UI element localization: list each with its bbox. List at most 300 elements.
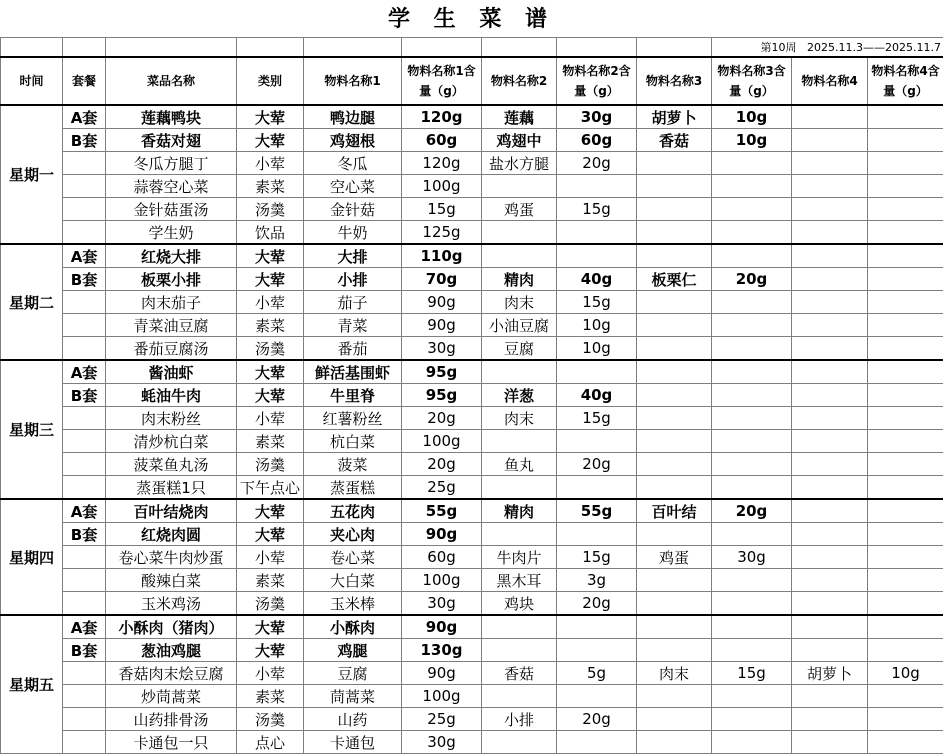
material3-cell — [637, 731, 712, 754]
material3-cell — [637, 221, 712, 245]
header-cell: 物料名称2 — [482, 57, 557, 105]
material4-cell — [792, 105, 868, 129]
set-cell: A套 — [63, 105, 106, 129]
category-cell: 素菜 — [237, 314, 304, 337]
category-cell: 大荤 — [237, 615, 304, 639]
dish-name-cell: 肉末茄子 — [106, 291, 237, 314]
material4-cell — [792, 708, 868, 731]
material2-cell: 精肉 — [482, 268, 557, 291]
material4-qty-cell — [868, 639, 943, 662]
table-row — [1, 221, 943, 245]
header-cell: 菜品名称 — [106, 57, 237, 105]
set-cell — [63, 198, 106, 221]
category-cell: 汤羹 — [237, 708, 304, 731]
table-row — [1, 198, 943, 221]
material2-qty-cell — [557, 221, 637, 245]
table-row — [1, 337, 943, 361]
material1-qty-cell: 90g — [402, 523, 482, 546]
material2-cell: 小排 — [482, 708, 557, 731]
material2-cell — [482, 523, 557, 546]
set-cell — [63, 291, 106, 314]
material4-cell — [792, 453, 868, 476]
material3-qty-cell — [712, 639, 792, 662]
material1-cell: 豆腐 — [304, 662, 402, 685]
material3-qty-cell — [712, 337, 792, 361]
material1-cell: 牛奶 — [304, 221, 402, 245]
dish-name-cell: 小酥肉（猪肉） — [106, 615, 237, 639]
material1-qty-cell: 110g — [402, 244, 482, 268]
dish-name-cell: 冬瓜方腿丁 — [106, 152, 237, 175]
material3-qty-cell — [712, 430, 792, 453]
material2-qty-cell: 10g — [557, 337, 637, 361]
material3-cell: 鸡蛋 — [637, 546, 712, 569]
table-row — [1, 476, 943, 500]
material4-cell — [792, 430, 868, 453]
material3-cell: 胡萝卜 — [637, 105, 712, 129]
header-cell: 套餐 — [63, 57, 106, 105]
material4-qty-cell — [868, 731, 943, 754]
material2-qty-cell — [557, 360, 637, 384]
day-cell: 星期二 — [1, 244, 63, 360]
material1-cell: 小排 — [304, 268, 402, 291]
category-cell: 大荤 — [237, 523, 304, 546]
category-cell: 小荤 — [237, 662, 304, 685]
material4-cell — [792, 499, 868, 523]
material4-cell: 胡萝卜 — [792, 662, 868, 685]
material3-cell — [637, 592, 712, 616]
dish-name-cell: 炒茼蒿菜 — [106, 685, 237, 708]
category-cell: 汤羹 — [237, 337, 304, 361]
material4-cell — [792, 268, 868, 291]
material1-cell: 卷心菜 — [304, 546, 402, 569]
set-cell: A套 — [63, 244, 106, 268]
material4-cell — [792, 639, 868, 662]
week-label: 第10周 — [761, 41, 797, 54]
dish-name-cell: 蚝油牛肉 — [106, 384, 237, 407]
material1-cell: 卡通包 — [304, 731, 402, 754]
material3-cell: 板栗仁 — [637, 268, 712, 291]
table-row — [1, 546, 943, 569]
header-cell: 类别 — [237, 57, 304, 105]
material2-qty-cell — [557, 639, 637, 662]
material1-qty-cell: 100g — [402, 175, 482, 198]
material2-qty-cell: 20g — [557, 592, 637, 616]
set-cell — [63, 546, 106, 569]
set-cell: A套 — [63, 499, 106, 523]
material3-qty-cell: 10g — [712, 105, 792, 129]
material2-cell: 莲藕 — [482, 105, 557, 129]
material2-qty-cell — [557, 476, 637, 500]
material1-qty-cell: 20g — [402, 407, 482, 430]
material4-qty-cell — [868, 430, 943, 453]
material2-qty-cell: 60g — [557, 129, 637, 152]
material2-qty-cell — [557, 175, 637, 198]
table-row — [1, 291, 943, 314]
material3-cell — [637, 523, 712, 546]
table-row — [1, 639, 943, 662]
set-cell — [63, 708, 106, 731]
material2-cell: 黑木耳 — [482, 569, 557, 592]
category-cell: 汤羹 — [237, 198, 304, 221]
material2-cell — [482, 639, 557, 662]
table-row — [1, 731, 943, 754]
header-cell: 物料名称3含量（g） — [712, 57, 792, 105]
material4-qty-cell — [868, 453, 943, 476]
material3-qty-cell — [712, 685, 792, 708]
material2-cell — [482, 360, 557, 384]
dish-name-cell: 蒜蓉空心菜 — [106, 175, 237, 198]
header-row — [1, 57, 943, 105]
material4-cell — [792, 175, 868, 198]
set-cell — [63, 592, 106, 616]
category-cell: 大荤 — [237, 384, 304, 407]
material4-qty-cell — [868, 291, 943, 314]
material2-qty-cell: 5g — [557, 662, 637, 685]
material2-qty-cell: 15g — [557, 407, 637, 430]
set-cell: A套 — [63, 360, 106, 384]
material3-qty-cell — [712, 221, 792, 245]
table-row — [1, 615, 943, 639]
material1-cell: 小酥肉 — [304, 615, 402, 639]
category-cell: 大荤 — [237, 639, 304, 662]
category-cell: 素菜 — [237, 569, 304, 592]
material1-qty-cell: 90g — [402, 662, 482, 685]
material4-qty-cell — [868, 268, 943, 291]
material4-qty-cell — [868, 360, 943, 384]
material1-cell: 夹心肉 — [304, 523, 402, 546]
material4-cell — [792, 198, 868, 221]
material3-cell — [637, 314, 712, 337]
dish-name-cell: 蒸蛋糕1只 — [106, 476, 237, 500]
material3-cell — [637, 384, 712, 407]
set-cell — [63, 430, 106, 453]
material4-cell — [792, 291, 868, 314]
material1-qty-cell: 30g — [402, 731, 482, 754]
table-row — [1, 569, 943, 592]
material2-qty-cell: 55g — [557, 499, 637, 523]
table-row — [1, 430, 943, 453]
material2-cell: 肉末 — [482, 407, 557, 430]
category-cell: 大荤 — [237, 268, 304, 291]
material3-qty-cell — [712, 523, 792, 546]
dish-name-cell: 酸辣白菜 — [106, 569, 237, 592]
material1-qty-cell: 30g — [402, 337, 482, 361]
material4-cell — [792, 244, 868, 268]
material1-qty-cell: 100g — [402, 430, 482, 453]
material2-qty-cell — [557, 731, 637, 754]
material4-cell — [792, 384, 868, 407]
dish-name-cell: 红烧肉圆 — [106, 523, 237, 546]
table-row — [1, 244, 943, 268]
day-cell: 星期五 — [1, 615, 63, 754]
material4-qty-cell — [868, 499, 943, 523]
meta-row — [1, 38, 943, 58]
material1-cell: 大排 — [304, 244, 402, 268]
material3-qty-cell — [712, 291, 792, 314]
material2-cell: 盐水方腿 — [482, 152, 557, 175]
material4-cell — [792, 314, 868, 337]
category-cell: 小荤 — [237, 152, 304, 175]
material4-qty-cell — [868, 105, 943, 129]
material2-cell — [482, 731, 557, 754]
category-cell: 大荤 — [237, 105, 304, 129]
material2-cell — [482, 685, 557, 708]
table-row — [1, 384, 943, 407]
dish-name-cell: 红烧大排 — [106, 244, 237, 268]
material1-cell: 红薯粉丝 — [304, 407, 402, 430]
material1-qty-cell: 90g — [402, 314, 482, 337]
material2-cell: 鱼丸 — [482, 453, 557, 476]
material3-qty-cell — [712, 407, 792, 430]
material1-qty-cell: 25g — [402, 708, 482, 731]
material1-cell: 番茄 — [304, 337, 402, 361]
material1-qty-cell: 120g — [402, 105, 482, 129]
dish-name-cell: 金针菇蛋汤 — [106, 198, 237, 221]
header-cell: 物料名称4含量（g） — [868, 57, 943, 105]
material4-cell — [792, 337, 868, 361]
material4-cell — [792, 360, 868, 384]
day-cell: 星期三 — [1, 360, 63, 499]
category-cell: 汤羹 — [237, 453, 304, 476]
material1-cell: 冬瓜 — [304, 152, 402, 175]
material1-qty-cell: 100g — [402, 685, 482, 708]
material4-cell — [792, 731, 868, 754]
material2-qty-cell: 20g — [557, 152, 637, 175]
dish-name-cell: 卷心菜牛肉炒蛋 — [106, 546, 237, 569]
material3-qty-cell — [712, 453, 792, 476]
material3-cell — [637, 685, 712, 708]
material4-qty-cell — [868, 198, 943, 221]
material2-qty-cell: 40g — [557, 268, 637, 291]
table-row — [1, 360, 943, 384]
material1-cell: 五花肉 — [304, 499, 402, 523]
set-cell — [63, 407, 106, 430]
table-row — [1, 708, 943, 731]
material3-cell — [637, 639, 712, 662]
material2-cell — [482, 430, 557, 453]
set-cell: B套 — [63, 268, 106, 291]
material1-cell: 鲜活基围虾 — [304, 360, 402, 384]
material2-cell — [482, 244, 557, 268]
category-cell: 大荤 — [237, 129, 304, 152]
material1-cell: 青菜 — [304, 314, 402, 337]
header-cell: 物料名称1 — [304, 57, 402, 105]
dish-name-cell: 香菇对翅 — [106, 129, 237, 152]
set-cell — [63, 731, 106, 754]
material2-cell: 洋葱 — [482, 384, 557, 407]
material3-cell — [637, 708, 712, 731]
category-cell: 汤羹 — [237, 592, 304, 616]
set-cell: B套 — [63, 523, 106, 546]
material2-cell: 鸡翅中 — [482, 129, 557, 152]
material3-qty-cell — [712, 198, 792, 221]
material3-cell — [637, 291, 712, 314]
table-row — [1, 129, 943, 152]
dish-name-cell: 清炒杭白菜 — [106, 430, 237, 453]
material4-qty-cell — [868, 569, 943, 592]
dish-name-cell: 肉末粉丝 — [106, 407, 237, 430]
material1-cell: 玉米棒 — [304, 592, 402, 616]
material1-cell: 大白菜 — [304, 569, 402, 592]
material2-cell: 鸡块 — [482, 592, 557, 616]
header-cell: 物料名称2含量（g） — [557, 57, 637, 105]
material1-cell: 牛里脊 — [304, 384, 402, 407]
material2-cell — [482, 476, 557, 500]
set-cell: B套 — [63, 639, 106, 662]
material4-cell — [792, 546, 868, 569]
dish-name-cell: 葱油鸡腿 — [106, 639, 237, 662]
category-cell: 小荤 — [237, 407, 304, 430]
material4-qty-cell — [868, 476, 943, 500]
dish-name-cell: 番茄豆腐汤 — [106, 337, 237, 361]
material1-qty-cell: 90g — [402, 615, 482, 639]
material2-qty-cell — [557, 615, 637, 639]
material3-qty-cell — [712, 569, 792, 592]
material3-cell — [637, 337, 712, 361]
material3-cell — [637, 244, 712, 268]
dish-name-cell: 香菇肉末烩豆腐 — [106, 662, 237, 685]
set-cell — [63, 152, 106, 175]
set-cell — [63, 175, 106, 198]
set-cell — [63, 221, 106, 245]
material2-qty-cell: 30g — [557, 105, 637, 129]
material4-qty-cell: 10g — [868, 662, 943, 685]
dish-name-cell: 菠菜鱼丸汤 — [106, 453, 237, 476]
material3-cell — [637, 476, 712, 500]
material4-qty-cell — [868, 592, 943, 616]
material3-qty-cell — [712, 360, 792, 384]
date-range: 2025.11.3——2025.11.7 — [807, 41, 941, 54]
material3-cell: 香菇 — [637, 129, 712, 152]
material4-cell — [792, 129, 868, 152]
material4-qty-cell — [868, 523, 943, 546]
material1-qty-cell: 90g — [402, 291, 482, 314]
set-cell — [63, 476, 106, 500]
material2-qty-cell: 15g — [557, 291, 637, 314]
material2-cell: 牛肉片 — [482, 546, 557, 569]
set-cell — [63, 337, 106, 361]
dish-name-cell: 酱油虾 — [106, 360, 237, 384]
material2-qty-cell: 40g — [557, 384, 637, 407]
table-row — [1, 314, 943, 337]
material3-cell: 百叶结 — [637, 499, 712, 523]
material4-qty-cell — [868, 337, 943, 361]
material2-cell: 精肉 — [482, 499, 557, 523]
material2-qty-cell — [557, 430, 637, 453]
category-cell: 点心 — [237, 731, 304, 754]
table-row — [1, 592, 943, 616]
material4-cell — [792, 615, 868, 639]
material2-cell — [482, 221, 557, 245]
material4-cell — [792, 221, 868, 245]
material2-qty-cell — [557, 523, 637, 546]
material1-cell: 杭白菜 — [304, 430, 402, 453]
material1-qty-cell: 15g — [402, 198, 482, 221]
material2-cell: 鸡蛋 — [482, 198, 557, 221]
header-cell: 物料名称1含量（g） — [402, 57, 482, 105]
material2-cell: 小油豆腐 — [482, 314, 557, 337]
material2-cell — [482, 615, 557, 639]
set-cell: A套 — [63, 615, 106, 639]
material2-qty-cell: 20g — [557, 453, 637, 476]
material4-cell — [792, 407, 868, 430]
material3-qty-cell: 10g — [712, 129, 792, 152]
material1-cell: 鸡腿 — [304, 639, 402, 662]
material3-qty-cell — [712, 152, 792, 175]
material3-qty-cell — [712, 384, 792, 407]
set-cell: B套 — [63, 129, 106, 152]
material3-cell — [637, 453, 712, 476]
material2-cell — [482, 175, 557, 198]
material4-qty-cell — [868, 615, 943, 639]
material1-qty-cell: 100g — [402, 569, 482, 592]
material1-qty-cell: 130g — [402, 639, 482, 662]
material3-cell — [637, 152, 712, 175]
category-cell: 素菜 — [237, 175, 304, 198]
material4-cell — [792, 476, 868, 500]
material1-cell: 山药 — [304, 708, 402, 731]
material4-qty-cell — [868, 244, 943, 268]
material3-cell — [637, 569, 712, 592]
material1-qty-cell: 55g — [402, 499, 482, 523]
table-row — [1, 662, 943, 685]
material3-cell — [637, 175, 712, 198]
table-row — [1, 407, 943, 430]
material1-qty-cell: 30g — [402, 592, 482, 616]
table-row — [1, 523, 943, 546]
category-cell: 小荤 — [237, 291, 304, 314]
material3-qty-cell — [712, 314, 792, 337]
material3-cell — [637, 198, 712, 221]
material1-qty-cell: 70g — [402, 268, 482, 291]
material1-qty-cell: 120g — [402, 152, 482, 175]
material4-cell — [792, 152, 868, 175]
table-row — [1, 453, 943, 476]
table-row — [1, 499, 943, 523]
material4-qty-cell — [868, 221, 943, 245]
category-cell: 小荤 — [237, 546, 304, 569]
category-cell: 素菜 — [237, 430, 304, 453]
table-row — [1, 685, 943, 708]
material2-cell: 豆腐 — [482, 337, 557, 361]
material3-cell: 肉末 — [637, 662, 712, 685]
material3-qty-cell — [712, 731, 792, 754]
material4-qty-cell — [868, 546, 943, 569]
material4-qty-cell — [868, 152, 943, 175]
set-cell — [63, 453, 106, 476]
material3-qty-cell — [712, 592, 792, 616]
material2-cell: 香菇 — [482, 662, 557, 685]
set-cell: B套 — [63, 384, 106, 407]
material4-qty-cell — [868, 384, 943, 407]
material1-qty-cell: 60g — [402, 546, 482, 569]
material4-cell — [792, 592, 868, 616]
category-cell: 下午点心 — [237, 476, 304, 500]
sheet-title: 学 生 菜 谱 — [0, 0, 943, 40]
dish-name-cell: 卡通包一只 — [106, 731, 237, 754]
material4-cell — [792, 685, 868, 708]
set-cell — [63, 314, 106, 337]
material1-cell: 鸡翅根 — [304, 129, 402, 152]
material2-qty-cell: 15g — [557, 546, 637, 569]
header-cell: 物料名称3 — [637, 57, 712, 105]
menu-table — [0, 37, 943, 754]
material4-cell — [792, 569, 868, 592]
material1-qty-cell: 25g — [402, 476, 482, 500]
category-cell: 大荤 — [237, 244, 304, 268]
material1-cell: 蒸蛋糕 — [304, 476, 402, 500]
material2-qty-cell: 15g — [557, 198, 637, 221]
